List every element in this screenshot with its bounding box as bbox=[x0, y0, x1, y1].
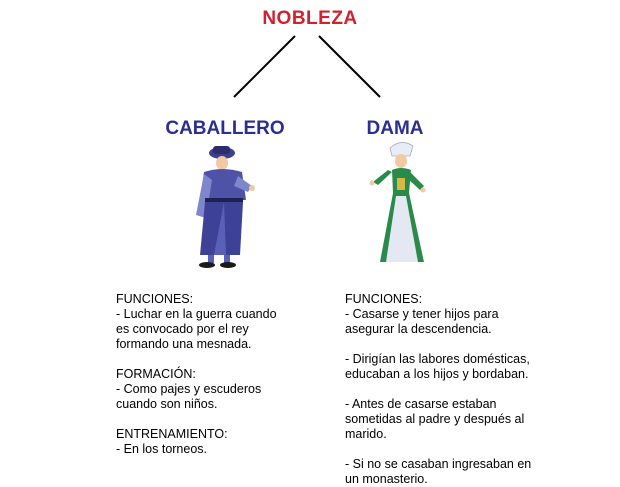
caballero-entrenamiento-heading: ENTRENAMIENTO: bbox=[116, 427, 228, 441]
connector-line-left bbox=[234, 36, 295, 97]
lady-illustration bbox=[370, 142, 426, 262]
page-title: NOBLEZA bbox=[262, 8, 358, 29]
dama-description bbox=[345, 292, 565, 487]
caballero-title: CABALLERO bbox=[165, 118, 285, 139]
caballero-entrenamiento-line: - En los torneos. bbox=[116, 442, 208, 456]
knight-illustration bbox=[196, 146, 255, 268]
dama-funciones-heading: FUNCIONES: bbox=[345, 292, 423, 306]
caballero-formacion-heading: FORMACIÓN: bbox=[116, 367, 196, 381]
dama-item-line: - Casarse y tener hijos para bbox=[345, 307, 499, 321]
dama-item-line: asegurar la descendencia. bbox=[345, 322, 492, 336]
connector-line-right bbox=[319, 36, 380, 97]
dama-item-line: marido. bbox=[345, 427, 387, 441]
dama-title: DAMA bbox=[366, 118, 424, 139]
caballero-funciones-heading: FUNCIONES: bbox=[116, 292, 194, 306]
caballero-formacion-line: - Como pajes y escuderos bbox=[116, 382, 262, 396]
dama-item-line: un monasterio. bbox=[345, 472, 428, 486]
caballero-funciones-line: - Luchar en la guerra cuando bbox=[116, 307, 277, 321]
caballero-formacion-line: cuando son niños. bbox=[116, 397, 218, 411]
dama-item-line: - Si no se casaban ingresaban en bbox=[345, 457, 532, 471]
dama-item-line: sometidas al padre y después al bbox=[345, 412, 525, 426]
caballero-funciones-line: es convocado por el rey bbox=[116, 322, 249, 336]
dama-item-line: - Antes de casarse estaban bbox=[345, 397, 497, 411]
dama-item-line: - Dirigían las labores domésticas, bbox=[345, 352, 530, 366]
dama-item-line: educaban a los hijos y bordaban. bbox=[345, 367, 529, 381]
caballero-description bbox=[116, 292, 316, 457]
caballero-funciones-line: formando una mesnada. bbox=[116, 337, 252, 351]
